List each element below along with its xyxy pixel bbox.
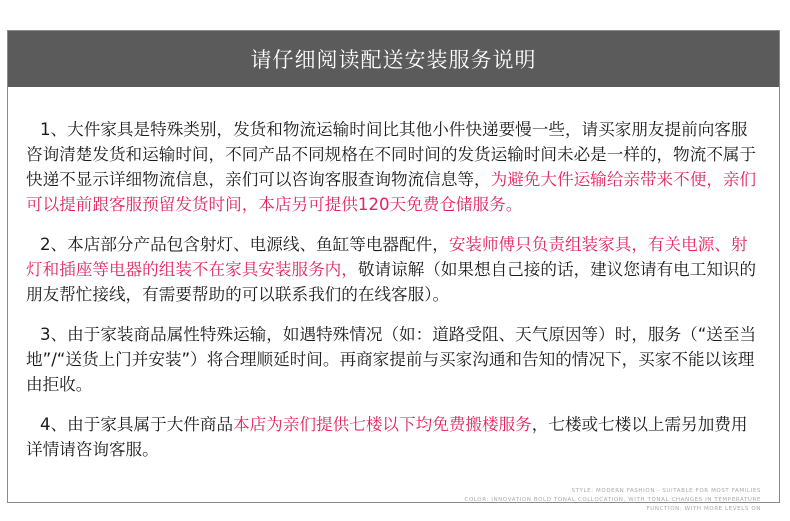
notice-content: [26, 117, 763, 477]
footer-tagline: [464, 487, 761, 514]
title-bar: [8, 31, 779, 87]
paragraph-electrical: [26, 232, 763, 307]
footer-line-style: STYLE: MODERN FASHION - SUITABLE FOR MOST FAMILIES: [571, 488, 761, 494]
footer-line-function: FUNCTION: WITH MORE LEVELS ON: [646, 506, 761, 512]
notice-frame: [7, 30, 780, 512]
paragraph-text: ，七楼或七楼以上需另加费用详情请咨询客服。: [26, 415, 748, 459]
page-title: 请仔细阅读配送安装服务说明: [250, 48, 537, 72]
paragraph-stairs: [26, 412, 763, 462]
paragraph-text: 2、本店部分产品包含射灯、电源线、鱼缸等电器配件，: [40, 235, 449, 254]
paragraph-text: 敬请谅解（如果想自己接的话，建议您请有电工知识的朋友帮忙接线，有需要帮助的可以联系我们的在线客服）。: [26, 260, 757, 304]
paragraph-shipping: [26, 117, 763, 217]
paragraph-highlight: 本店为亲们提供七楼以下均免费搬楼服务: [233, 415, 532, 434]
paragraph-text: 4、由于家具属于大件商品: [40, 415, 234, 434]
paragraph-text: 1、大件家具是特殊类别，发货和物流运输时间比其他小件快递要慢一些，请买家朋友提前向客服咨询清楚发货和运输时间，不同产品不同规格在不同时间的发货运输时间未必是一样的，物流不属于快递不显示详细物流信息，亲们可以咨询客服查询物流信息等，: [26, 120, 757, 189]
paragraph-highlight: 安装师傅只负责组装家具，有关电源、射灯和插座等电器的组装不在家具安装服务内，: [26, 235, 748, 279]
footer-line-color: COLOR: INNOVATION BOLD TONAL COLLOCATION, WITH TONAL CHANGES IN TEMPERATURE: [464, 497, 761, 503]
paragraph-text: 3、由于家装商品属性特殊运输，如遇特殊情况（如：道路受阻、天气原因等）时，服务（“送至当地”/“送货上门并安装”）将合理顺延时间。再商家提前与买家沟通和告知的情况下，买家不能以该理由拒收。: [26, 325, 757, 394]
paragraph-delay: [26, 322, 763, 397]
paragraph-highlight: 为避免大件运输给亲带来不便，亲们可以提前跟客服预留发货时间，本店另可提供120天免费仓储服务。: [26, 170, 757, 214]
